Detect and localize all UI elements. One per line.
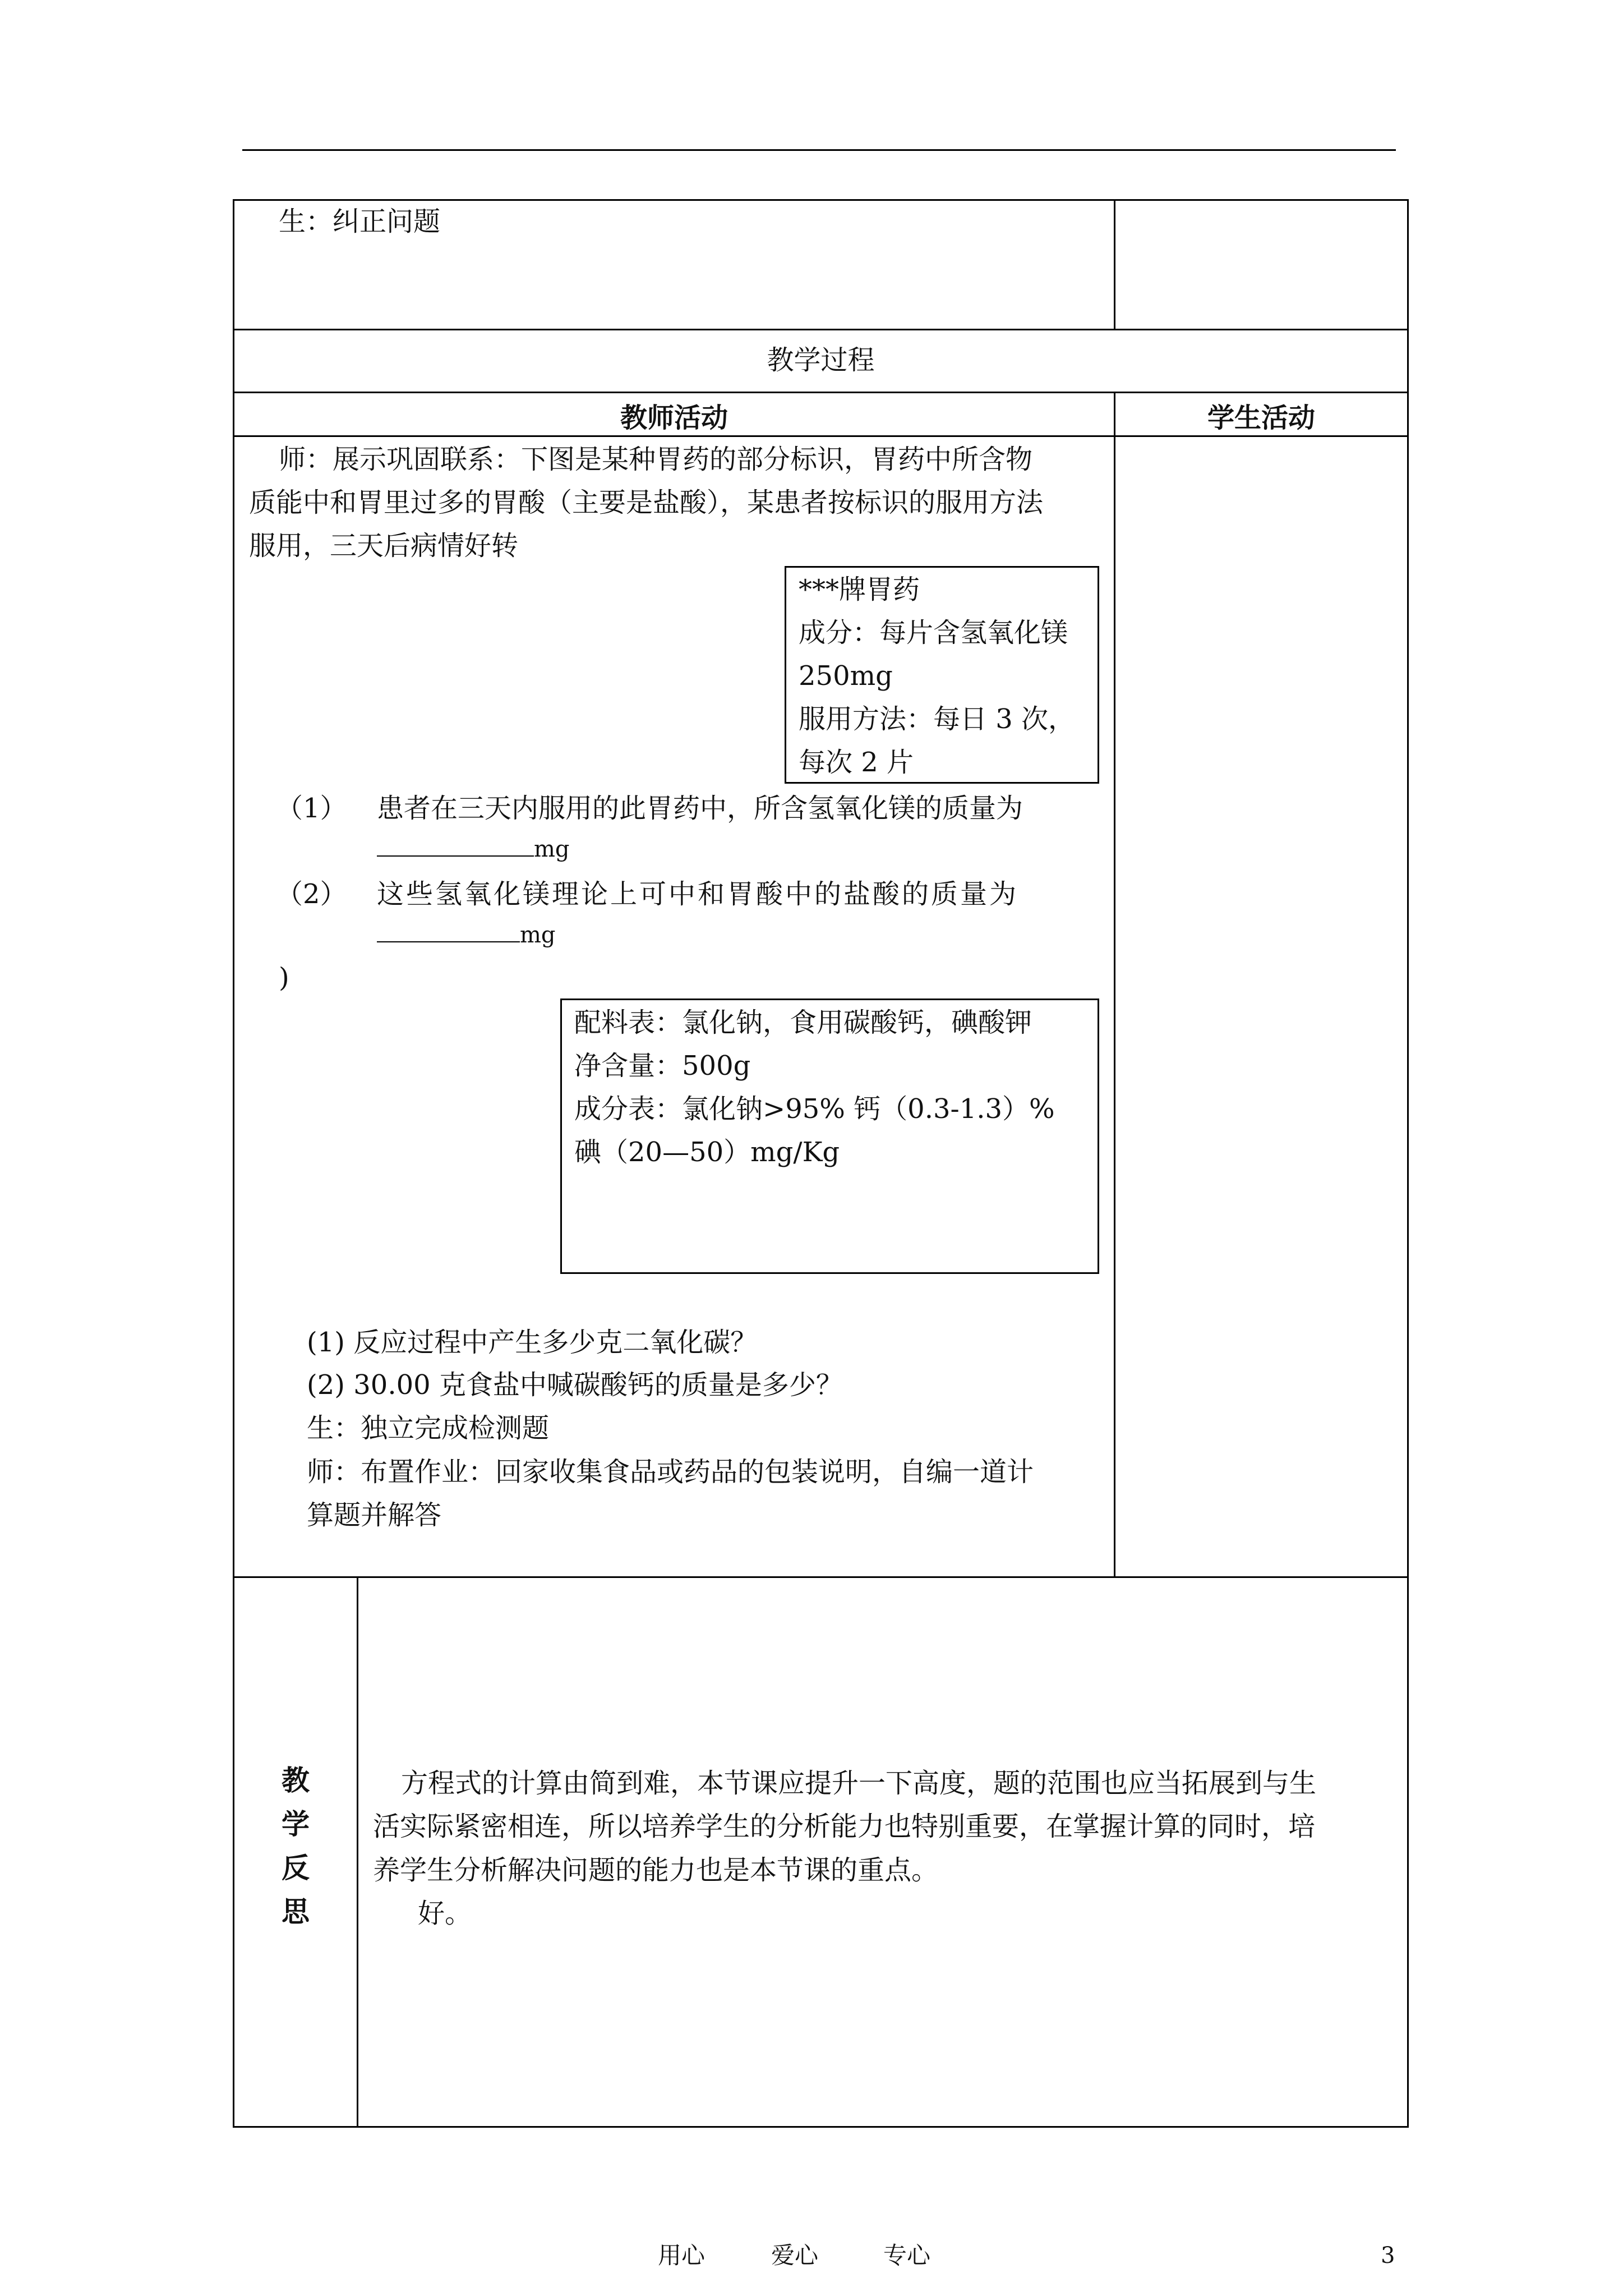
teacher-activity-header: 教师活动: [620, 402, 728, 434]
student-task: 生：独立完成检测题: [307, 1412, 550, 1444]
section-title: 教学过程: [767, 344, 875, 376]
reflection-line: 方程式的计算由简到难，本节课应提升一下高度，题的范围也应当拓展到与生: [401, 1768, 1317, 1799]
reflection-line: 活实际紧密相连，所以培养学生的分析能力也特别重要，在掌握计算的同时，培: [373, 1811, 1316, 1842]
question-number: （1）: [276, 793, 347, 824]
footer-motto: 专心: [883, 2242, 931, 2269]
reflection-line: 养学生分析解决问题的能力也是本节课的重点。: [373, 1855, 939, 1886]
intro-line: 师：展示巩固联系：下图是某种胃药的部分标识，胃药中所含物: [279, 444, 1033, 475]
table-line: [357, 1576, 358, 2128]
reflection-label: [234, 1759, 357, 1934]
sub-question: (2) 30.00 克食盐中喊碳酸钙的质量是多少？: [307, 1369, 843, 1401]
reflection-line: 好。: [418, 1898, 472, 1929]
answer-unit: mg: [520, 922, 556, 948]
student-activity-header: 学生活动: [1207, 402, 1315, 434]
medicine-label-line: 服用方法：每日 3 次，: [799, 703, 1076, 735]
table-line: [233, 329, 1409, 330]
table-line: [233, 392, 1409, 393]
salt-label-line: 成分表：氯化钠>95% 钙（0.3-1.3）%: [574, 1093, 1055, 1125]
question-text: 患者在三天内服用的此胃药中，所含氢氧化镁的质量为: [377, 793, 1023, 824]
answer-unit: mg: [534, 836, 570, 862]
blank-line[interactable]: [377, 919, 520, 942]
intro-line: 质能中和胃里过多的胃酸（主要是盐酸），某患者按标识的服用方法: [249, 487, 1044, 518]
medicine-label-line: 成分：每片含氢氧化镁: [799, 617, 1068, 648]
salt-label-line: 碘（20—50）mg/Kg: [574, 1137, 840, 1168]
blank-line[interactable]: [377, 833, 534, 857]
salt-label-line: 净含量：500g: [574, 1050, 751, 1082]
header-rule: [242, 149, 1396, 151]
page-number: 3: [1381, 2243, 1395, 2269]
question-number: （2）: [276, 878, 347, 910]
table-line: [233, 435, 1409, 437]
table-line: [1114, 199, 1115, 330]
medicine-label-line: 250mg: [799, 660, 893, 692]
question-text: 这些氢氧化镁理论上可中和胃酸中的盐酸的质量为: [377, 878, 1019, 910]
homework-line: 算题并解答: [307, 1499, 442, 1531]
footer-motto: 用心: [658, 2242, 706, 2269]
salt-label-line: 配料表：氯化钠，食用碳酸钙，碘酸钾: [574, 1007, 1032, 1038]
medicine-label-line: ***牌胃药: [799, 574, 920, 605]
homework-line: 师：布置作业：回家收集食品或药品的包装说明，自编一道计: [307, 1456, 1034, 1488]
reflection-label-char: 思: [282, 1895, 310, 1928]
answer-blank: [377, 913, 556, 957]
medicine-label-line: 每次 2 片: [799, 747, 914, 778]
top-cell-text: 生：纠正问题: [279, 206, 441, 237]
answer-blank: [377, 827, 570, 871]
stray-paren: ): [279, 962, 289, 993]
table-line: [1407, 199, 1409, 2128]
reflection-label-char: 反: [282, 1852, 310, 1884]
footer-motto: 爱心: [771, 2242, 819, 2269]
intro-line: 服用，三天后病情好转: [249, 530, 519, 562]
reflection-label-char: 教: [282, 1764, 310, 1797]
reflection-label-char: 学: [282, 1808, 310, 1841]
sub-question: (1) 反应过程中产生多少克二氧化碳？: [307, 1327, 758, 1358]
table-line: [233, 2126, 1409, 2128]
table-line: [1114, 392, 1115, 1578]
table-line: [233, 1576, 1409, 1578]
